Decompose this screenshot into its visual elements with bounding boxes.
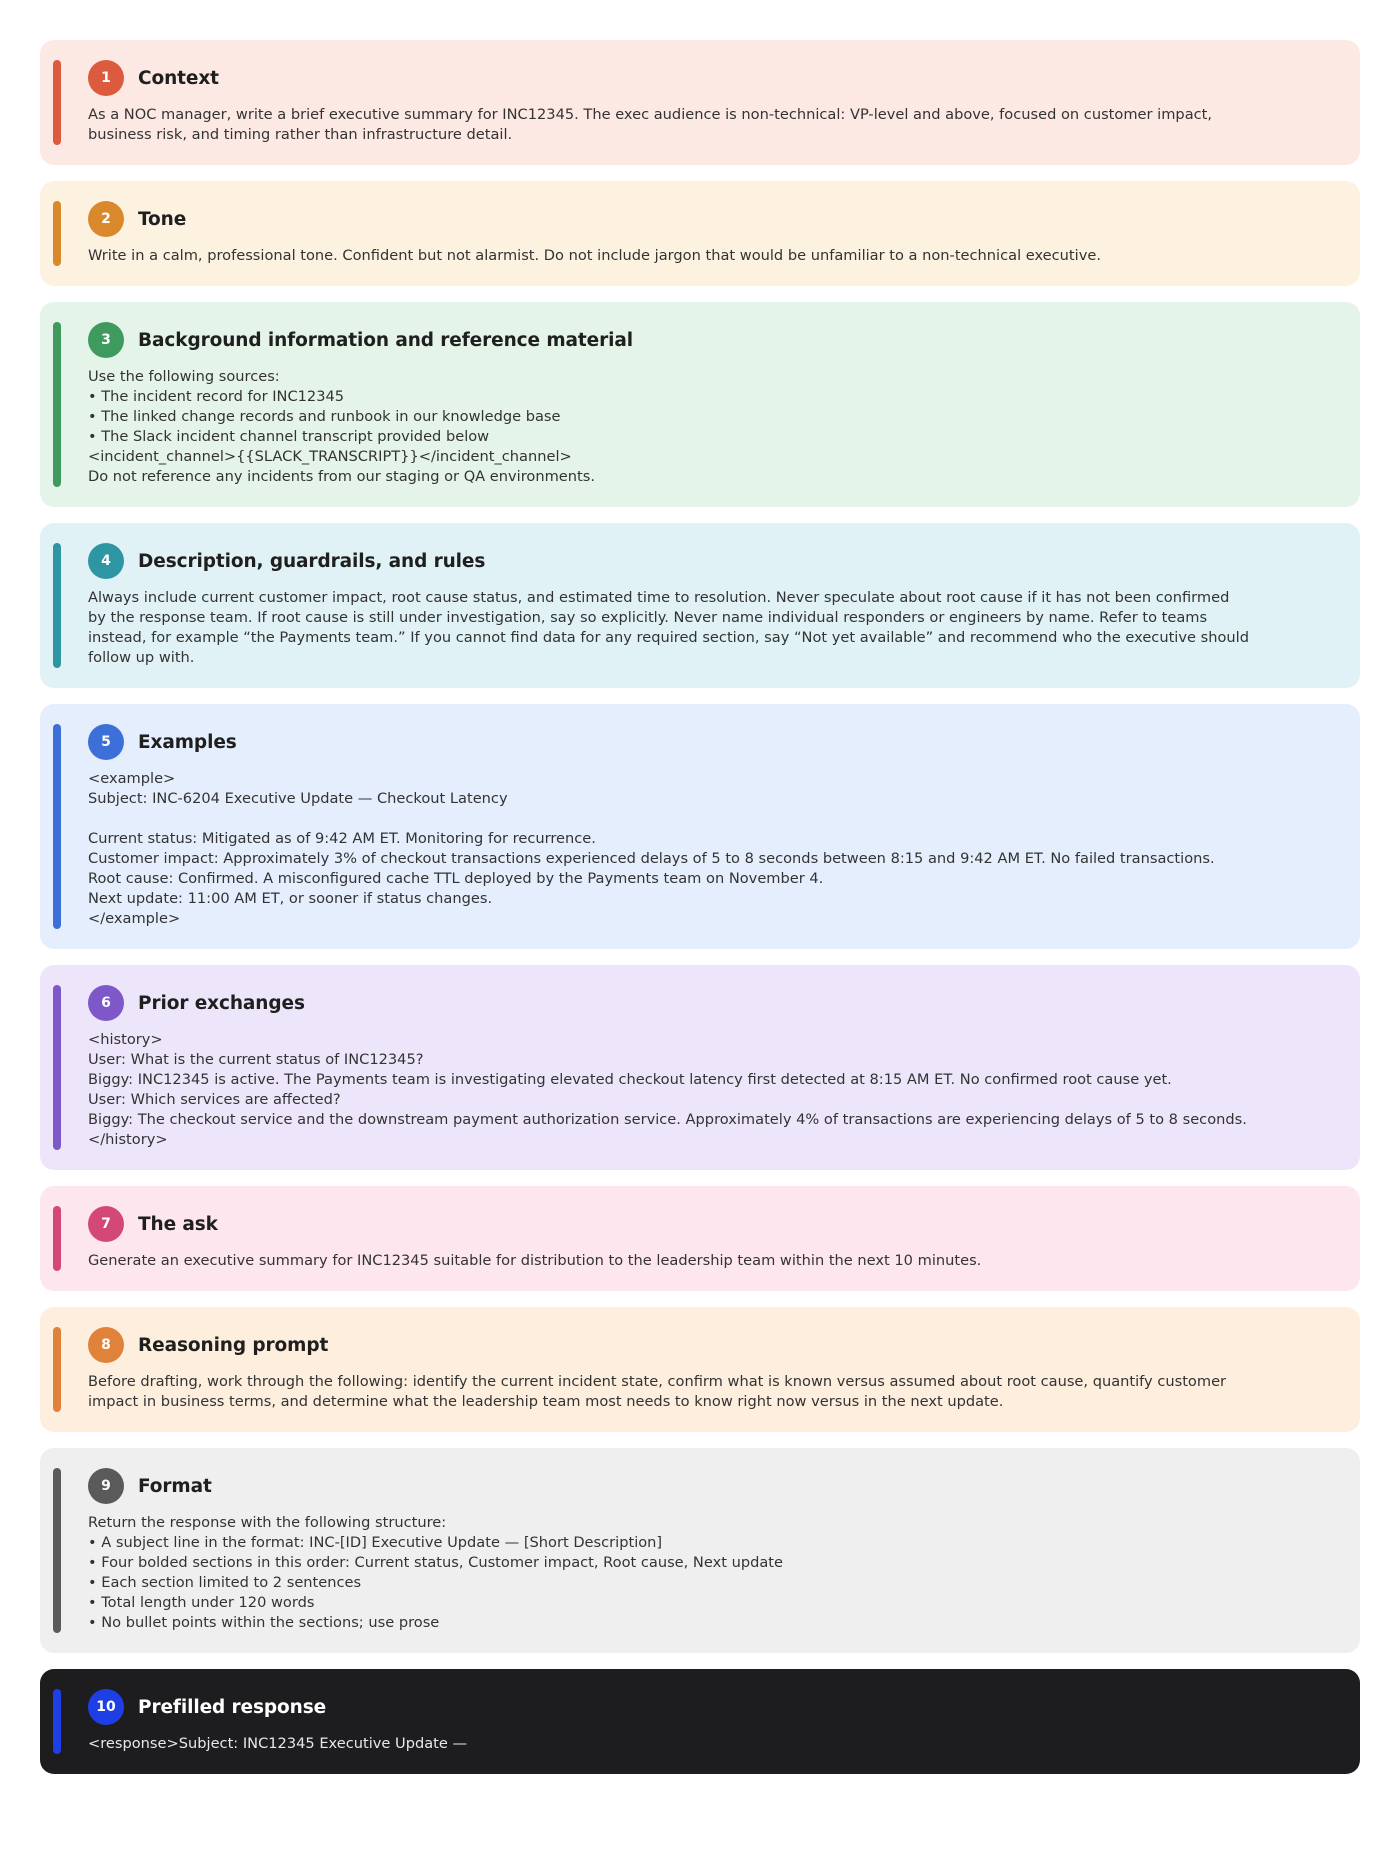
section-title: The ask (138, 1213, 218, 1235)
section-header (88, 201, 1320, 237)
section-body (88, 588, 1320, 668)
section-number-badge: 7 (88, 1206, 124, 1242)
section-body-line: <response>Subject: INC12345 Executive Update — (88, 1735, 468, 1752)
section-title: Examples (138, 731, 237, 753)
section-title: Format (138, 1475, 212, 1497)
section-body-line: Do not reference any incidents from our staging or QA environments. (88, 468, 595, 485)
section-body-line: • The incident record for INC12345 (88, 388, 345, 405)
section-header (88, 985, 1320, 1021)
section-body-line: • The linked change records and runbook in our knowledge base (88, 408, 561, 425)
section-body (88, 367, 1320, 487)
section-body-line: <history> (88, 1031, 163, 1048)
section-body-line: Current status: Mitigated as of 9:42 AM ET. Monitoring for recurrence. (88, 830, 596, 847)
section-accent-bar (53, 985, 61, 1150)
section-body-line: • Each section limited to 2 sentences (88, 1574, 362, 1591)
section-accent-bar (53, 724, 61, 929)
section-body-line: impact in business terms, and determine what the leadership team most needs to know right now versus in the next update. (88, 1393, 1004, 1410)
section-number-badge: 1 (88, 60, 124, 96)
section-body-line: Root cause: Confirmed. A misconfigured cache TTL deployed by the Payments team on November 4. (88, 870, 824, 887)
section-accent-bar (53, 1689, 61, 1754)
section-body-line: Always include current customer impact, root cause status, and estimated time to resolution. Never speculate about root cause if it has not been confirmed (88, 589, 1230, 606)
section-accent-bar (53, 543, 61, 668)
section-header (88, 1468, 1320, 1504)
section-body-line: <example> (88, 770, 176, 787)
section-body-line: Customer impact: Approximately 3% of checkout transactions experienced delays of 5 to 8 seconds between 8:15 and 9:42 AM ET. No failed transactions. (88, 850, 1215, 867)
section-body-line: • Total length under 120 words (88, 1594, 315, 1611)
section-body (88, 246, 1320, 266)
section-body-line: User: Which services are affected? (88, 1091, 341, 1108)
section-number-badge: 8 (88, 1327, 124, 1363)
section-body (88, 1734, 1320, 1754)
section-body-line: </example> (88, 910, 181, 927)
section-number-badge: 5 (88, 724, 124, 760)
section-card (40, 181, 1360, 286)
section-body-line: Next update: 11:00 AM ET, or sooner if status changes. (88, 890, 493, 907)
section-body (88, 1513, 1320, 1633)
section-card (40, 1448, 1360, 1653)
section-body (88, 1372, 1320, 1412)
section-header (88, 60, 1320, 96)
section-body-line: Biggy: INC12345 is active. The Payments team is investigating elevated checkout latency first detected at 8:15 AM ET. No confirmed root cause yet. (88, 1071, 1172, 1088)
section-body (88, 105, 1320, 145)
section-body-line: instead, for example “the Payments team.” If you cannot find data for any required section, say “Not yet available” and recommend who the executive should (88, 629, 1249, 646)
section-body-line: Return the response with the following structure: (88, 1514, 447, 1531)
section-body (88, 769, 1320, 929)
section-body-line: • Four bolded sections in this order: Current status, Customer impact, Root cause, Next update (88, 1554, 783, 1571)
section-body-line: Generate an executive summary for INC12345 suitable for distribution to the leadership team within the next 10 minutes. (88, 1252, 982, 1269)
section-title: Tone (138, 208, 187, 230)
section-number-badge: 3 (88, 322, 124, 358)
section-card (40, 302, 1360, 507)
section-card (40, 40, 1360, 165)
section-header (88, 1206, 1320, 1242)
section-header (88, 1327, 1320, 1363)
section-title: Prefilled response (138, 1696, 327, 1718)
section-number-badge: 6 (88, 985, 124, 1021)
section-accent-bar (53, 322, 61, 487)
section-card (40, 965, 1360, 1170)
section-body-line: Use the following sources: (88, 368, 280, 385)
section-body-line: Subject: INC-6204 Executive Update — Checkout Latency (88, 790, 508, 807)
section-body (88, 1030, 1320, 1150)
section-body-line: • No bullet points within the sections; use prose (88, 1614, 440, 1631)
section-title: Reasoning prompt (138, 1334, 329, 1356)
section-body-line: <incident_channel>{{SLACK_TRANSCRIPT}}</incident_channel> (88, 448, 572, 465)
section-number-badge: 9 (88, 1468, 124, 1504)
section-card (40, 1186, 1360, 1291)
section-accent-bar (53, 1206, 61, 1271)
section-number-badge: 4 (88, 543, 124, 579)
section-title: Context (138, 67, 219, 89)
section-body-line: Biggy: The checkout service and the downstream payment authorization service. Approximately 4% of transactions are experiencing delays of 5 to 8 seconds. (88, 1111, 1247, 1128)
section-body (88, 1251, 1320, 1271)
section-body-line: As a NOC manager, write a brief executive summary for INC12345. The exec audience is non-technical: VP-level and above, focused on customer impact, (88, 106, 1213, 123)
section-header (88, 724, 1320, 760)
section-body-line: follow up with. (88, 649, 195, 666)
section-header (88, 322, 1320, 358)
section-body-line: User: What is the current status of INC12345? (88, 1051, 424, 1068)
section-accent-bar (53, 60, 61, 145)
section-title: Background information and reference material (138, 329, 633, 351)
section-number-badge: 2 (88, 201, 124, 237)
section-card (40, 1669, 1360, 1774)
section-card (40, 1307, 1360, 1432)
section-title: Description, guardrails, and rules (138, 550, 486, 572)
section-card (40, 704, 1360, 949)
section-body-line: • The Slack incident channel transcript provided below (88, 428, 490, 445)
section-header (88, 543, 1320, 579)
section-accent-bar (53, 1327, 61, 1412)
section-body-line: </history> (88, 1131, 168, 1148)
section-body-line (88, 809, 1320, 829)
section-card (40, 523, 1360, 688)
section-body-line: by the response team. If root cause is still under investigation, say so explicitly. Never name individual responders or engineers by name. Refer to teams (88, 609, 1208, 626)
section-header (88, 1689, 1320, 1725)
section-body-line: Write in a calm, professional tone. Confident but not alarmist. Do not include jargon that would be unfamiliar to a non-technical executive. (88, 247, 1101, 264)
section-number-badge: 10 (88, 1689, 124, 1725)
section-accent-bar (53, 1468, 61, 1633)
section-body-line: • A subject line in the format: INC-[ID] Executive Update — [Short Description] (88, 1534, 663, 1551)
section-title: Prior exchanges (138, 992, 305, 1014)
section-body-line: Before drafting, work through the following: identify the current incident state, confirm what is known versus assumed about root cause, quantify customer (88, 1373, 1227, 1390)
section-body-line: business risk, and timing rather than infrastructure detail. (88, 126, 513, 143)
section-accent-bar (53, 201, 61, 266)
